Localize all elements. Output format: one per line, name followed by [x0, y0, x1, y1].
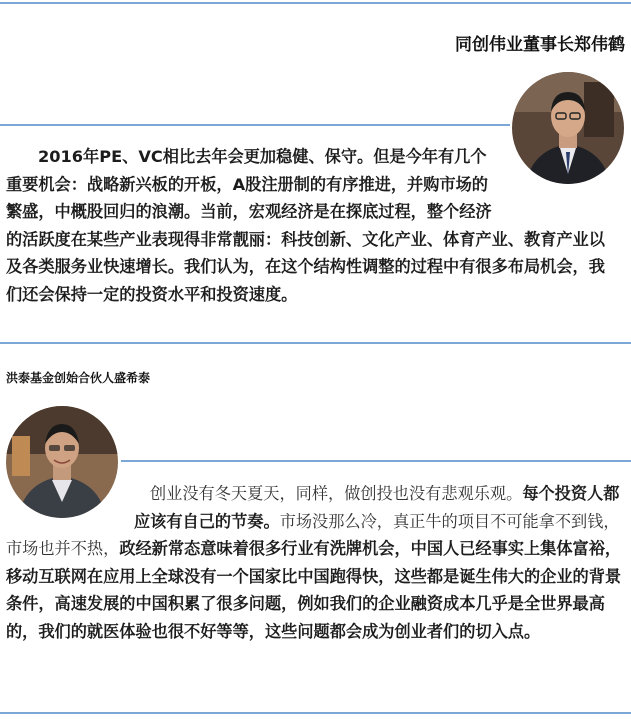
top-divider [0, 2, 631, 4]
section2-text-b: 每个投资人都应该有自己的节奏。 [134, 484, 620, 531]
section2-divider [121, 460, 631, 462]
section2-text-d: 政经新常态意味着很多行业有洗牌机会，中国人已经事实上集体富裕，移动互联网在应用上全球没有一个国家比中国跑得快，这些都是诞生伟大的企业的背景条件，高速发展的中国积累了很多问题，例如我们的企业融资成本几乎是全世界最高的，我们的就医体验也很不好等等，这些问题都会成为创业者们的切入点。 [6, 539, 622, 641]
section1-text: 2016年PE、VC相比去年会更加稳健、保守。但是今年有几个重要机会：战略新兴板的开板，A股注册制的有序推进，并购市场的繁盛，中概股回归的浪潮。当前，宏观经济是在探底过程，整个经济的活跃度在某些产业表现得非常靓丽：科技创新、文化产业、体育产业、教育产业以及各类服务业快速增长。我们认为，在这个结构性调整的过程中有很多布局机会，我们还会保持一定的投资水平和投资速度。 [6, 147, 605, 304]
section2-text-c: 市场没那么冷，真正牛的项目不可能拿不到钱，市场也并不热， [6, 511, 620, 558]
speaker-name-1: 同创伟业董事长郑伟鹤 [455, 35, 625, 55]
bottom-divider [0, 712, 631, 714]
section2-text-a: 创业没有冬天夏天，同样，做创投也没有悲观乐观。 [150, 484, 523, 503]
section2-paragraph [6, 480, 622, 645]
section1-bottom-divider [0, 342, 631, 344]
speaker-name-2: 洪泰基金创始合伙人盛希泰 [6, 371, 151, 385]
section1-divider [0, 124, 510, 126]
section1-paragraph [6, 143, 620, 308]
